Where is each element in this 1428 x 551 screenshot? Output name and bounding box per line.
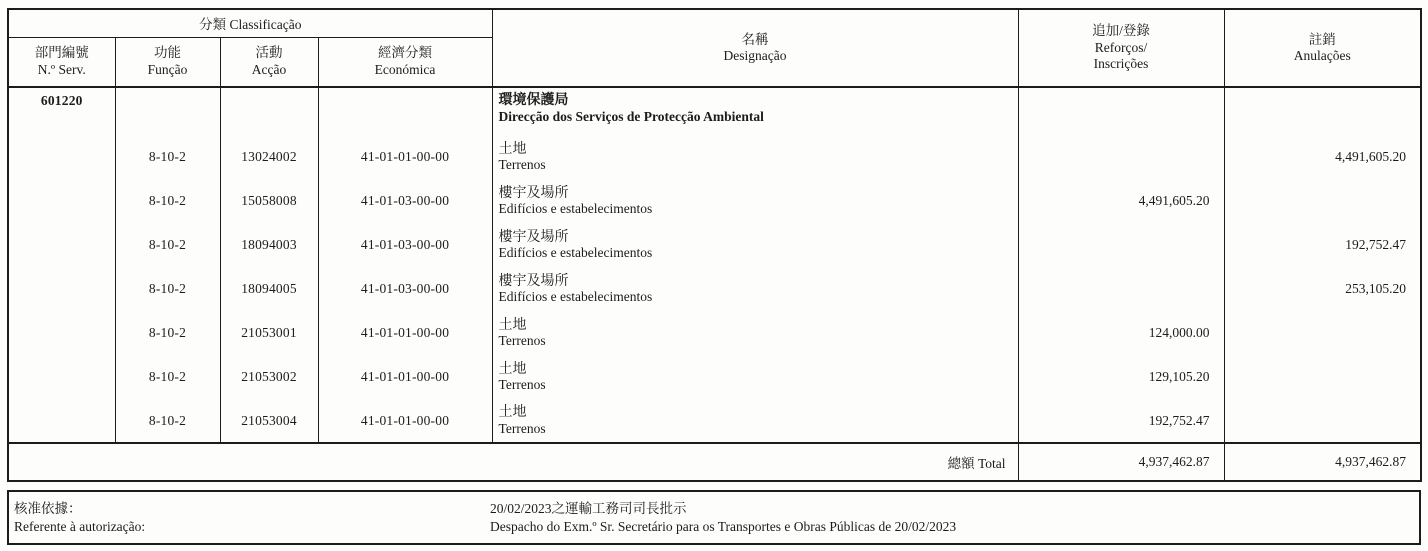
action-header-zh: 活動 xyxy=(255,45,283,61)
economica-cell: 41-01-03-00-00 xyxy=(318,223,492,267)
anulacoes-cell: 4,491,605.20 xyxy=(1224,135,1421,179)
annulments-header-pt: Anulações xyxy=(1293,48,1351,63)
total-anulacoes: 4,937,462.87 xyxy=(1224,443,1421,481)
department-code: 601220 xyxy=(8,87,115,135)
designation-pt: Terrenos xyxy=(498,157,546,173)
designation-cell xyxy=(492,311,1018,355)
designation-cell xyxy=(492,179,1018,223)
economica-cell: 41-01-01-00-00 xyxy=(318,135,492,179)
designation-header-pt: Designação xyxy=(723,48,787,63)
reinforcements-header-pt2: Inscrições xyxy=(1093,56,1149,72)
economica-cell: 41-01-03-00-00 xyxy=(318,179,492,223)
dept-number-header-zh: 部門編號 xyxy=(34,45,89,61)
designation-zh: 土地 xyxy=(498,317,527,333)
reforcos-cell: 124,000.00 xyxy=(1018,311,1224,355)
annulments-header-zh: 註銷 xyxy=(1308,31,1336,47)
anulacoes-cell xyxy=(1224,355,1421,399)
reforcos-cell: 192,752.47 xyxy=(1018,399,1224,443)
authorization-text xyxy=(490,500,1419,535)
function-header xyxy=(115,37,220,87)
empty-cell xyxy=(1018,87,1224,135)
empty-cell xyxy=(220,87,318,135)
budget-amendment-table xyxy=(7,8,1422,482)
empty-cell xyxy=(8,355,115,399)
authorization-footer xyxy=(7,490,1421,545)
designation-cell xyxy=(492,267,1018,311)
department-name-pt: Direcção dos Serviços de Protecção Ambiental xyxy=(498,108,764,124)
designation-pt: Terrenos xyxy=(498,420,546,436)
table-row xyxy=(8,399,1421,443)
designation-header-zh: 名稱 xyxy=(741,31,769,47)
designation-pt: Edifícios e estabelecimentos xyxy=(498,245,653,261)
reforcos-cell: 4,491,605.20 xyxy=(1018,179,1224,223)
function-header-pt: Função xyxy=(147,61,188,77)
anulacoes-cell xyxy=(1224,399,1421,443)
designation-cell xyxy=(492,355,1018,399)
funcao-cell: 8-10-2 xyxy=(115,223,220,267)
table-row xyxy=(8,311,1421,355)
economica-cell: 41-01-03-00-00 xyxy=(318,267,492,311)
empty-cell xyxy=(8,399,115,443)
anulacoes-cell xyxy=(1224,311,1421,355)
empty-cell xyxy=(8,135,115,179)
department-name xyxy=(492,87,1018,135)
accao-cell: 18094005 xyxy=(220,267,318,311)
funcao-cell: 8-10-2 xyxy=(115,135,220,179)
reinforcements-header xyxy=(1018,9,1224,87)
designation-pt: Edifícios e estabelecimentos xyxy=(498,289,653,305)
dept-number-header xyxy=(8,37,115,87)
authorization-label-pt: Referente à autorização: xyxy=(14,518,146,534)
table-row xyxy=(8,223,1421,267)
economica-cell: 41-01-01-00-00 xyxy=(318,399,492,443)
designation-zh: 土地 xyxy=(498,141,527,157)
reforcos-cell xyxy=(1018,223,1224,267)
economic-header-pt: Económica xyxy=(374,61,436,77)
table-row xyxy=(8,267,1421,311)
empty-cell xyxy=(115,87,220,135)
empty-cell xyxy=(318,87,492,135)
designation-header xyxy=(492,9,1018,87)
authorization-label-zh: 核准依據： xyxy=(14,500,82,516)
table-row xyxy=(8,355,1421,399)
designation-cell xyxy=(492,399,1018,443)
authorization-text-zh: 20/02/2023之運輸工務司司長批示 xyxy=(490,500,687,516)
designation-zh: 樓宇及場所 xyxy=(498,273,569,289)
total-reforcos: 4,937,462.87 xyxy=(1018,443,1224,481)
funcao-cell: 8-10-2 xyxy=(115,399,220,443)
total-row xyxy=(8,443,1421,481)
reinforcements-header-zh: 追加/登錄 xyxy=(1092,23,1150,39)
economica-cell: 41-01-01-00-00 xyxy=(318,355,492,399)
empty-cell xyxy=(8,223,115,267)
classification-group-header: 分類 Classificação xyxy=(8,9,492,37)
designation-zh: 樓宇及場所 xyxy=(498,229,569,245)
designation-cell xyxy=(492,135,1018,179)
dept-number-header-pt: N.º Serv. xyxy=(37,61,86,77)
accao-cell: 21053002 xyxy=(220,355,318,399)
function-header-zh: 功能 xyxy=(154,45,181,61)
designation-zh: 土地 xyxy=(498,361,527,377)
accao-cell: 21053001 xyxy=(220,311,318,355)
accao-cell: 13024002 xyxy=(220,135,318,179)
reforcos-cell: 129,105.20 xyxy=(1018,355,1224,399)
action-header-pt: Acção xyxy=(251,61,287,77)
empty-cell xyxy=(8,267,115,311)
empty-cell xyxy=(8,179,115,223)
economica-cell: 41-01-01-00-00 xyxy=(318,311,492,355)
authorization-text-pt: Despacho do Exm.º Sr. Secretário para os Transportes e Obras Públicas de 20/02/2023 xyxy=(490,518,957,534)
economic-header-zh: 經濟分類 xyxy=(378,45,433,61)
authorization-label xyxy=(9,500,490,535)
empty-cell xyxy=(8,311,115,355)
funcao-cell: 8-10-2 xyxy=(115,267,220,311)
anulacoes-cell: 192,752.47 xyxy=(1224,223,1421,267)
accao-cell: 18094003 xyxy=(220,223,318,267)
designation-zh: 樓宇及場所 xyxy=(498,185,569,201)
economic-header xyxy=(318,37,492,87)
empty-cell xyxy=(1224,87,1421,135)
designation-pt: Edifícios e estabelecimentos xyxy=(498,201,653,217)
reforcos-cell xyxy=(1018,267,1224,311)
table-row xyxy=(8,179,1421,223)
total-label: 總額 Total xyxy=(8,443,1018,481)
department-row xyxy=(8,87,1421,135)
department-name-zh: 環境保護局 xyxy=(498,93,569,108)
designation-pt: Terrenos xyxy=(498,377,546,393)
designation-zh: 土地 xyxy=(498,405,527,421)
designation-cell xyxy=(492,223,1018,267)
reforcos-cell xyxy=(1018,135,1224,179)
designation-pt: Terrenos xyxy=(498,333,546,349)
accao-cell: 21053004 xyxy=(220,399,318,443)
table-row xyxy=(8,135,1421,179)
reinforcements-header-pt1: Reforços/ xyxy=(1094,39,1148,55)
anulacoes-cell xyxy=(1224,179,1421,223)
funcao-cell: 8-10-2 xyxy=(115,311,220,355)
anulacoes-cell: 253,105.20 xyxy=(1224,267,1421,311)
funcao-cell: 8-10-2 xyxy=(115,355,220,399)
action-header xyxy=(220,37,318,87)
annulments-header xyxy=(1224,9,1421,87)
funcao-cell: 8-10-2 xyxy=(115,179,220,223)
accao-cell: 15058008 xyxy=(220,179,318,223)
